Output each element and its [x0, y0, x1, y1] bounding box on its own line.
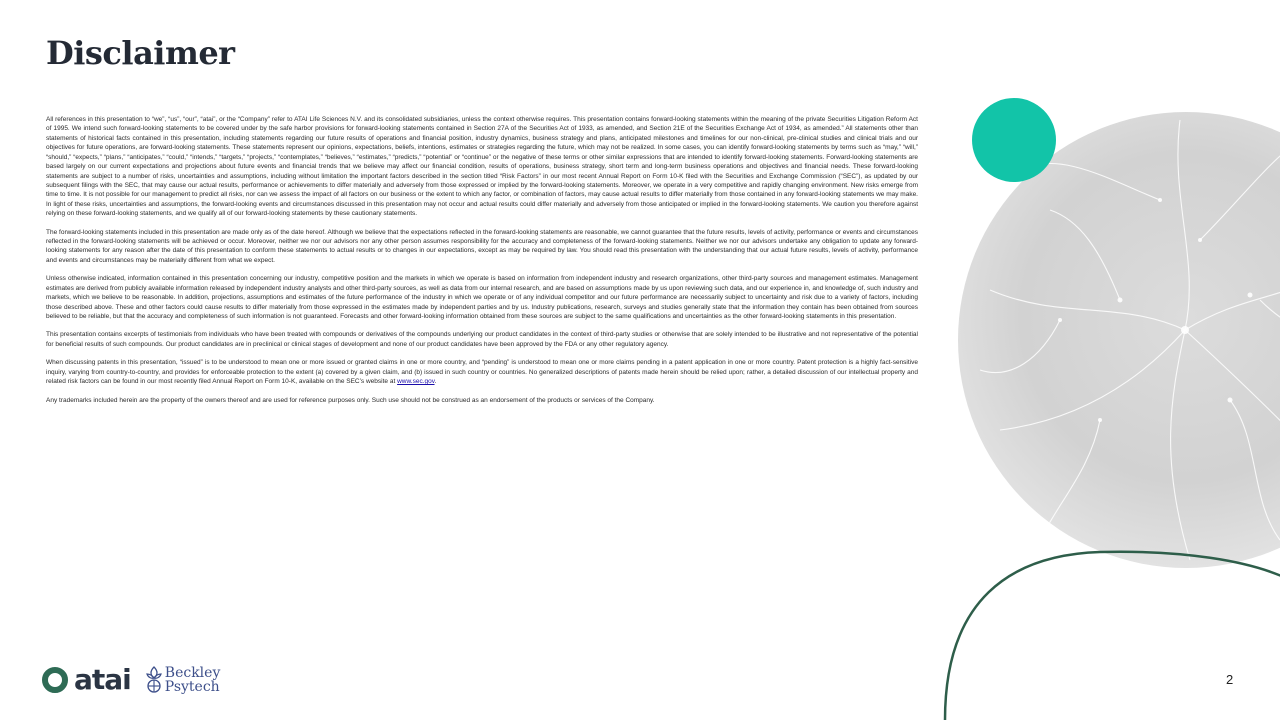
- beckley-leaf-icon: [145, 665, 163, 695]
- atai-logo-icon: [42, 667, 68, 693]
- paragraph-patents: [46, 358, 918, 386]
- patents-text-end: .: [434, 378, 437, 386]
- paragraph-statements-date: The forward-looking statements included in this presentation are made only as of the date hereof. Although we believe that the expectations reflected in the forward-looking statements are reasonable, we cannot guarantee that the future results, levels of activity, performance or events and circumstances reflected in the forward-looking statements will be achieved or occur. Moreover, neither we nor our advisors nor any other person assumes responsibility for the accuracy and completeness of the forward-looking statements. Neither we nor our advisors undertake any obligation to update any forward-looking statements for any reason after the date of this presentation to conform these statements to actual results or to changes in our expectations, except as may be required by law. You should read this presentation with the understanding that our actual future results, levels of activity, performance and events and circumstances may be materially different from what we expect.: [46, 228, 918, 264]
- beckley-line2: Psytech: [164, 679, 220, 695]
- page-number: 2: [1226, 672, 1234, 687]
- patents-text: When discussing patents in this presentation, “issued” is to be understood to mean one or more issued or granted claims in one or more country, and “pending” is understood to mean one or more claims pending in a patent application in one or more country. Patent protection is a highly fact-sensitive inquiry, varying from country-to-country, and provides for enforceable protection to the extent (a) covered by a given claim, and (b) issued in such country or countries. No generalized descriptions of patents made herein should be relied upon; rather, a detailed discussion of our intellectual property and related risk factors can be found in our most recently filed Annual Report on Form 10-K, available on the SEC’s website at: [46, 359, 918, 386]
- paragraph-testimonials: This presentation contains excerpts of testimonials from individuals who have been treated with compounds or derivatives of the compounds underlying our product candidates in the context of third-party studies or otherwise that are solely intended to be illustrative and not representative of the potential for beneficial results of such compounds. Our product candidates are in preclinical or clinical stages of development and none of our product candidates have been approved by the FDA or any other regulatory agency.: [46, 331, 918, 348]
- paragraph-trademarks: Any trademarks included herein are the property of the owners thereof and are used for reference purposes only. Such use should not be construed as an endorsement of the products or services of the Company.: [46, 396, 655, 404]
- green-arc-shape: [945, 552, 1280, 720]
- paragraph-forward-looking: All references in this presentation to “we”, “us”, “our”, “atai”, or the “Company” refer to ATAI Life Sciences N.V. and its consolidated subsidiaries, unless the context otherwise requires. This presentation contains forward-looking statements within the meaning of the private Securities Litigation Reform Act of 1995. We intend such forward-looking statements to be covered under by the safe harbor provisions for forward-looking statements contained in Section 27A of the Securities Act of 1933, as amended, and Section 21E of the Securities Exchange Act of 1934, as amended.” All statements other than statements of historical facts contained in this presentation, including statements regarding our future results of operations and financial position, industry dynamics, business strategy and plans, anticipated milestones and timelines for our non-clinical, pre-clinical studies and clinical trials and our objectives for future operations, are forward-looking statements. These statements represent our opinions, expectations, beliefs, intentions, estimates or strategies regarding the future, which may not be realized. In some cases, you can identify forward-looking statements by terms such as “may,” “will,” “should,” “expects,” “plans,” “anticipates,” “could,” “intends,” “targets,” “projects,” “contemplates,” “believes,” “estimates,” “predicts,” “potential” or “continue” or the negative of these terms or other similar expressions that are intended to identify forward-looking statements. Forward-looking statements are based largely on our current expectations and projections about future events and financial trends that we believe may affect our financial condition, results of operations, business strategy, short term and long-term business operations and objectives and financial needs. These forward-looking statements are subject to a number of risks, uncertainties and assumptions, including without limitation the important factors described in the section titled “Risk Factors” in our most recent Annual Report on Form 10-K filed with the Securities and Exchange Commission (“SEC”), as updated by our subsequent filings with the SEC, that may cause our actual results, performance or achievements to differ materially and adversely from those expressed or implied by the forward-looking statements. Moreover, we operate in a very competitive and rapidly changing environment. New risks emerge from time to time. It is not possible for our management to predict all risks, nor can we assess the impact of all factors on our business or the extent to which any factor, or combination of factors, may cause actual results to differ materially from those contained in any forward-looking statements we may make. In light of these risks, uncertainties and assumptions, the forward-looking events and circumstances discussed in this presentation may not occur and actual results could differ materially and adversely from those anticipated or implied in the forward-looking statements. We caution you therefore against relying on these forward-looking statements, and we qualify all of our forward-looking statements by these cautionary statements.: [46, 116, 918, 218]
- footer-logos: [42, 660, 220, 700]
- page-title: Disclaimer: [46, 34, 235, 72]
- beckley-psytech-logo: [145, 665, 221, 695]
- beckley-wordmark: [165, 666, 221, 694]
- beckley-line1: Beckley: [164, 665, 221, 681]
- sec-website-link[interactable]: www.sec.gov: [397, 378, 435, 386]
- disclaimer-body: [46, 115, 918, 414]
- paragraph-industry-data: Unless otherwise indicated, information contained in this presentation concerning our industry, competitive position and the markets in which we operate is based on information from independent industry and research organizations, other third-party sources and management estimates. Management estimates are derived from publicly available information released by independent industry analysts and other third-party sources, as well as data from our internal research, and are based on assumptions made by us upon reviewing such data, and our experience in, and knowledge of, such industry and markets, which we believe to be reasonable. In addition, projections, assumptions and estimates of the future performance of the industry in which we operate or of any individual competitor and our future performance are necessarily subject to uncertainty and risk due to a variety of factors, including those described above. These and other factors could cause results to differ materially from those expressed in the estimates made by independent parties and by us. Industry publications, research, surveys and studies generally state that the information they contain has been obtained from sources believed to be reliable, but that the accuracy and completeness of such information is not guaranteed. Forecasts and other forward-looking information obtained from these sources are subject to the same qualifications and uncertainties as the other forward-looking statements in this presentation.: [46, 275, 918, 321]
- atai-logo-text: atai: [74, 663, 131, 696]
- teal-circle-icon: [972, 98, 1056, 182]
